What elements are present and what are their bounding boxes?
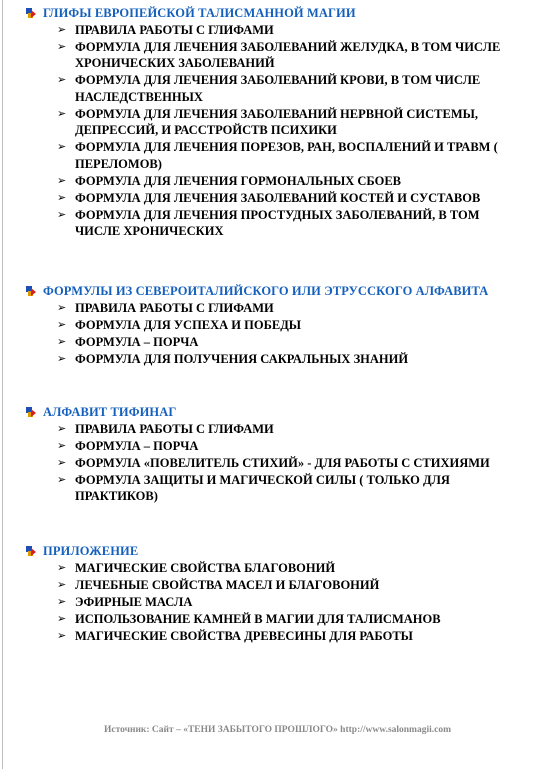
section-etruscan-formulas — [26, 283, 526, 367]
list-item-text: ПРАВИЛА РАБОТЫ С ГЛИФАМИ — [75, 22, 274, 37]
arrow-bullet-icon: ➢ — [57, 577, 67, 591]
arrow-bullet-icon: ➢ — [57, 106, 67, 120]
arrow-bullet-icon: ➢ — [57, 39, 67, 53]
item-list — [26, 421, 526, 505]
arrow-bullet-icon: ➢ — [57, 300, 67, 314]
section-heading — [26, 404, 526, 420]
list-item-text: ПРАВИЛА РАБОТЫ С ГЛИФАМИ — [75, 421, 274, 436]
list-item — [55, 207, 526, 240]
list-item — [55, 628, 526, 645]
list-item — [55, 317, 526, 334]
arrow-bullet-icon: ➢ — [57, 455, 67, 469]
arrow-bullet-icon: ➢ — [57, 351, 67, 365]
list-item-text: ПРАВИЛА РАБОТЫ С ГЛИФАМИ — [75, 300, 274, 315]
list-item-text: ФОРМУЛА ДЛЯ ЛЕЧЕНИЯ ЗАБОЛЕВАНИЙ НЕРВНОЙ СИСТЕМЫ, ДЕПРЕССИЙ, И РАССТРОЙСТВ ПСИХИКИ — [75, 106, 479, 137]
list-item-text: ФОРМУЛА ДЛЯ ЛЕЧЕНИЯ ПОРЕЗОВ, РАН, ВОСПАЛЕНИЙ И ТРАВМ ( ПЕРЕЛОМОВ) — [75, 140, 498, 171]
multicolor-bullet-icon — [26, 546, 37, 557]
list-item — [55, 300, 526, 317]
multicolor-bullet-icon — [26, 8, 37, 19]
list-item-text: ФОРМУЛА ДЛЯ ЛЕЧЕНИЯ ПРОСТУДНЫХ ЗАБОЛЕВАНИЙ, В ТОМ ЧИСЛЕ ХРОНИЧЕСКИХ — [75, 207, 480, 238]
arrow-bullet-icon: ➢ — [57, 207, 67, 221]
arrow-bullet-icon: ➢ — [57, 190, 67, 204]
arrow-bullet-icon: ➢ — [57, 22, 67, 36]
arrow-bullet-icon: ➢ — [57, 73, 67, 86]
list-item — [55, 173, 526, 190]
list-item-text: ФОРМУЛА «ПОВЕЛИТЕЛЬ СТИХИЙ» - ДЛЯ РАБОТЫ С СТИХИЯМИ — [75, 455, 490, 470]
list-item-text: ЛЕЧЕБНЫЕ СВОЙСТВА МАСЕЛ И БЛАГОВОНИЙ — [75, 577, 380, 592]
section-title: ГЛИФЫ ЕВРОПЕЙСКОЙ ТАЛИСМАННОЙ МАГИИ — [43, 5, 356, 20]
multicolor-bullet-icon — [26, 286, 37, 297]
list-item — [55, 139, 526, 172]
item-list — [26, 560, 526, 645]
list-item — [55, 438, 526, 455]
list-item — [55, 106, 526, 139]
list-item-text: ФОРМУЛА – ПОРЧА — [75, 438, 199, 453]
arrow-bullet-icon: ➢ — [57, 173, 67, 187]
source-footer: Источник: Сайт – «ТЕНИ ЗАБЫТОГО ПРОШЛОГО» http://www.salonmagii.com — [103, 725, 452, 735]
list-item — [55, 351, 526, 368]
arrow-bullet-icon: ➢ — [57, 611, 67, 625]
list-item-text: МАГИЧЕСКИЕ СВОЙСТВА ДРЕВЕСИНЫ ДЛЯ РАБОТЫ — [75, 628, 413, 643]
list-item-text: ФОРМУЛА ДЛЯ ЛЕЧЕНИЯ ЗАБОЛЕВАНИЙ КОСТЕЙ И СУСТАВОВ — [75, 190, 481, 205]
list-item — [55, 72, 526, 105]
item-list — [26, 22, 526, 240]
arrow-bullet-icon: ➢ — [57, 140, 67, 153]
section-title: ПРИЛОЖЕНИЕ — [43, 543, 139, 558]
list-item — [55, 455, 526, 472]
list-item — [55, 611, 526, 628]
list-item — [55, 577, 526, 594]
list-item-text: ЭФИРНЫЕ МАСЛА — [75, 594, 193, 609]
section-tifinagh-alphabet — [26, 404, 526, 505]
section-heading — [26, 283, 526, 299]
arrow-bullet-icon: ➢ — [57, 438, 67, 452]
item-list — [26, 300, 526, 368]
list-item — [55, 421, 526, 438]
list-item — [55, 190, 526, 207]
section-title: АЛФАВИТ ТИФИНАГ — [43, 404, 177, 419]
arrow-bullet-icon: ➢ — [57, 472, 67, 486]
list-item-text: ФОРМУЛА ЗАЩИТЫ И МАГИЧЕСКОЙ СИЛЫ ( ТОЛЬКО ДЛЯ ПРАКТИКОВ) — [75, 472, 450, 503]
list-item-text: ФОРМУЛА ДЛЯ ЛЕЧЕНИЯ ЗАБОЛЕВАНИЙ ЖЕЛУДКА, В ТОМ ЧИСЛЕ ХРОНИЧЕСКИХ ЗАБОЛЕВАНИЙ — [75, 39, 501, 70]
section-european-glyphs — [26, 5, 526, 240]
list-item — [55, 334, 526, 351]
arrow-bullet-icon: ➢ — [57, 594, 67, 608]
list-item — [55, 22, 526, 39]
list-item-text: ФОРМУЛА ДЛЯ ЛЕЧЕНИЯ ЗАБОЛЕВАНИЙ КРОВИ, В ТОМ ЧИСЛЕ НАСЛЕДСТВЕННЫХ — [75, 73, 481, 104]
list-item — [55, 594, 526, 611]
list-item-text: МАГИЧЕСКИЕ СВОЙСТВА БЛАГОВОНИЙ — [75, 560, 336, 575]
arrow-bullet-icon: ➢ — [57, 317, 67, 331]
list-item — [55, 39, 526, 72]
list-item-text: ИСПОЛЬЗОВАНИЕ КАМНЕЙ В МАГИИ ДЛЯ ТАЛИСМАНОВ — [75, 611, 441, 626]
list-item — [55, 560, 526, 577]
arrow-bullet-icon: ➢ — [57, 628, 67, 642]
list-item — [55, 472, 526, 505]
section-title: ФОРМУЛЫ ИЗ СЕВЕРОИТАЛИЙСКОГО ИЛИ ЭТРУССКОГО АЛФАВИТА — [43, 283, 489, 298]
section-heading — [26, 543, 526, 559]
section-heading — [26, 5, 526, 21]
arrow-bullet-icon: ➢ — [57, 560, 67, 574]
arrow-bullet-icon: ➢ — [57, 421, 67, 435]
arrow-bullet-icon: ➢ — [57, 334, 67, 348]
multicolor-bullet-icon — [26, 407, 37, 418]
list-item-text: ФОРМУЛА ДЛЯ ПОЛУЧЕНИЯ САКРАЛЬНЫХ ЗНАНИЙ — [75, 351, 409, 366]
list-item-text: ФОРМУЛА ДЛЯ ЛЕЧЕНИЯ ГОРМОНАЛЬНЫХ СБОЕВ — [75, 173, 401, 188]
section-appendix — [26, 543, 526, 644]
list-item-text: ФОРМУЛА ДЛЯ УСПЕХА И ПОБЕДЫ — [75, 317, 302, 332]
list-item-text: ФОРМУЛА – ПОРЧА — [75, 334, 199, 349]
